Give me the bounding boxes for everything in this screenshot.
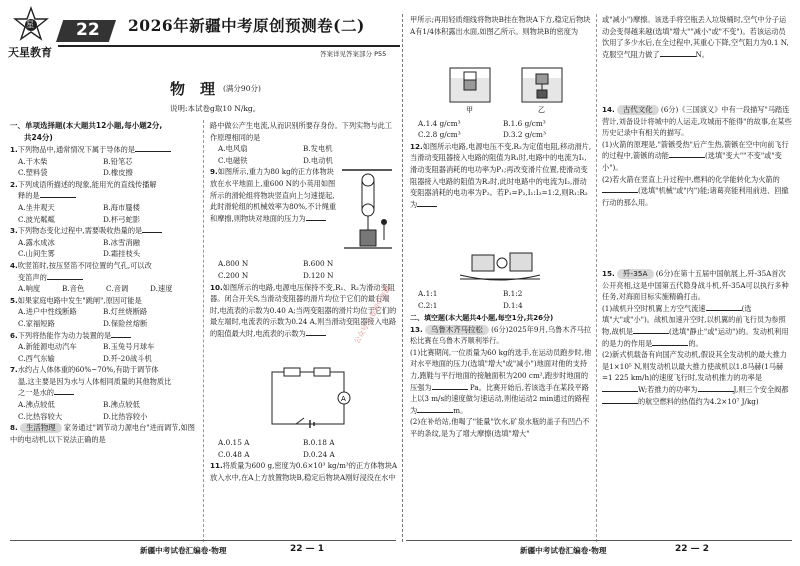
q8-continued: 路中做公产生电流,从而识别所要存身份。下列实物与此工作原理相同的是 [210, 121, 392, 142]
option: D.1:4 [503, 300, 523, 310]
option: B.1.6 g/cm³ [503, 118, 546, 128]
title-rule [58, 45, 400, 47]
column-divider [203, 120, 204, 542]
option: C.200 N [218, 270, 249, 280]
footer-left-page: 22 — 1 [290, 544, 325, 554]
option: A.响度 [18, 284, 41, 294]
option: A.1:1 [418, 289, 438, 299]
q13-continued: 或"减小")摩擦。该选手将空瓶丢入垃圾桶时,空气中分子运动会变得越来越(选填"增大""减小"或"不变")。若该运动员饮用了多少水后,在全过程中,其重心下降,空气阻力为0.1 N,克服空气阻力做了 N。 [602, 15, 789, 59]
option: B.铅笔芯 [103, 156, 133, 166]
option: D.橡皮擦 [103, 168, 133, 178]
footer-rule-left [10, 540, 396, 541]
device-figure [410, 245, 592, 285]
question-9: 9.如图所示,重力为80 kg的正方体物块放在水平地面上,重600 N的小英用如图所示的滑轮组将物块竖直向上匀速提起,此时滑轮组的机械效率为80%,不计绳重和摩擦,则物块对地面的压力为 [210, 166, 398, 258]
column-divider-2 [596, 14, 597, 542]
question-14: 14. 古代文化 (6分)《三国演义》中有一段描写"马踏连营计,刘备设计将城中的人运走,攻城而不能得"的故事,在某些历史记录中有相关的描写。 (1)火箭的原理是,"箭镞受热"后产生热,箭镞在空中向前飞行的过程中,箭镞的动能 (选填"变大""不变"或"变小")。 (2)若火箭在竖直上升过程中,燃料的化学能转化为火箭的(选填"机械"或"内")能;诸葛亮能利用前进、回撤行动的那么用。 [602, 105, 792, 207]
option: D.0.24 A [303, 449, 335, 459]
option: B.600 N [303, 259, 334, 269]
option: B.冰雪消融 [103, 237, 140, 247]
option: D.3.2 g/cm³ [503, 130, 546, 140]
footer-left-text: 新疆中考试卷汇编卷·物理 [140, 546, 227, 555]
option: D.杯弓蛇影 [103, 214, 141, 224]
section-1-title: 一、单项选择题(本大题共12小题,每小题2分, [10, 121, 163, 130]
option: C.西气东输 [18, 353, 55, 363]
tag-marathon: 乌鲁木齐马拉松 [425, 325, 489, 335]
tag-j35a: 歼-35A [617, 269, 654, 279]
column-1 [10, 120, 200, 458]
question-8: 8. 生活物理 家务通过"调节动力源电台"进而调节,如图中的电动机,以下说法正确的是 [10, 423, 195, 444]
option: D.霜挂枝头 [103, 249, 141, 259]
option: A.1.4 g/cm³ [418, 118, 461, 128]
tag-life-physics: 生活物理 [20, 423, 62, 433]
option: B.1:2 [503, 289, 523, 299]
option: B.沸点较低 [103, 400, 140, 410]
option: B.灯丝烧断路 [103, 307, 148, 317]
question-15: 15. 歼-35A (6分)在第十五届中国航展上,歼-35A首次公开亮相,这是中国第五代隐身战斗机,歼-35A可以执行多种任务,对海面目标实施精确打击。 (1)战机升空时机翼上方空气流速 (选填"大"或"小")。战机加速升空时,以机翼的前飞行员为参照物,战机是 (选填"静止"或"运动")的。发动机利用的是力的作用是 的。 (2)新式机载备有向国产发动机,假设其全发动机的最大推力是1×10⁵ N,则发动机以最大推力使战机以1.8马赫(1马赫=1 225 km/h)的速度飞行时,发动机推力的功率是W;若推力的功率为 J,则三个安全阀都的航空燃料的热值约为4.2×10⁷ J/kg) [602, 269, 789, 406]
option: A.沸点较低 [18, 400, 55, 410]
question-4: 4.吹竖笛时,按压竖笛不同位置的气孔,可以改 变笛声的 A.响度 B.音色 C.音调 D.速度 [10, 260, 173, 294]
question-13: 13. 乌鲁木齐马拉松 (6分)2025年9月,乌鲁木齐马拉松比赛在乌鲁木齐顺利举行。 (1)比赛期间,一位质量为60 kg的选手,在运动员跑步时,他对水平地面的压力(选填"增大"或"减小")地面对他的支持力,跑鞋与平行地面的接触面积为200 cm²,跑步时地面的压强为 Pa。比赛开始后,若该选手在某段平路上以3 m/s的速度做匀速运动,则他运动2 min通过的路程为 m。 (2)在补给站,他喝了"能量"饮水,矿泉水瓶的盖子有凹凸不平的条纹,是为了增大摩擦(选填"增大" [410, 324, 592, 438]
question-7: 7.水约占人体体重的60%~70%,有助于调节体 温,这主要是因为水与人体相同质量的其他物质比 之一是水的 A.沸点较低 B.沸点较低 C.比热容较大 D.比热容较小 [10, 365, 172, 421]
question-12: 12.如图所示电路,电源电压不变,R₂为定值电阻,移动滑片,当滑动变阻器接入电路的阻值为R₁时,电路中的电流为I₁,滑动变阻器消耗的电功率为P₁;再改变滑片位置,使滑动变阻器接入电路的阻值为R₂时,此时电路中的电流为I₂,滑动变阻器消耗的电功率为P₂。若P₁=P₂,I₁:I₂=1:2,则R₁:R₂为 [410, 141, 592, 209]
fig-label-b: 乙 [538, 106, 545, 114]
option: C.2.8 g/cm³ [418, 130, 461, 140]
option: B.音色 [62, 284, 85, 294]
tag-ancient-culture: 古代文化 [617, 105, 659, 115]
option: A.新能源电动汽车 [18, 342, 77, 352]
option: C.波光粼粼 [18, 214, 55, 224]
subject-name: 物 理 [170, 80, 216, 98]
option: A.露水成冰 [18, 237, 55, 247]
column-3 [410, 14, 592, 482]
page-title: 2026年新疆中考原创预测卷(二) [128, 16, 365, 35]
option: C.家福短路 [18, 318, 55, 328]
full-score: (满分90分) [223, 84, 261, 93]
logo [12, 6, 50, 44]
option: B.发电机 [303, 144, 333, 154]
column-4 [602, 14, 792, 502]
option: B.海市蜃楼 [103, 202, 140, 212]
option: A.干木柴 [18, 156, 48, 166]
section-2-title: 二、填空题(本大题共4小题,每空1分,共26分) [410, 313, 554, 322]
option: A.800 N [218, 259, 249, 269]
badge-number: 22 [76, 20, 100, 40]
footer-right-page: 22 — 2 [675, 544, 710, 554]
option: C.塑料袋 [18, 168, 48, 178]
option: D.比热容较小 [103, 411, 148, 421]
option: D.保险丝熔断 [103, 318, 148, 328]
option: C.0.48 A [218, 449, 250, 459]
question-5: 5.如果家庭电路中发生"跳闸",原因可能是 A.进户中性线断路 B.灯丝烧断路 C.家福短路 D.保险丝熔断 [10, 295, 148, 328]
exam-note: 说明:本试卷g取10 N/kg。 [170, 104, 261, 113]
option: D.歼-20战斗机 [103, 353, 152, 363]
logo-mark: 星 [26, 20, 34, 29]
option: C.山间生雾 [18, 249, 55, 259]
option: D.电动机 [303, 155, 333, 165]
question-6: 6.下列将热能作为动力装置的是 A.新能源电动汽车 B.玉兔号月球车 C.西气东输 D.歼-20战斗机 [10, 330, 155, 363]
logo-text: 天星教育 [8, 46, 52, 59]
circuit-figure [210, 364, 398, 434]
option: A.电风扇 [218, 144, 248, 154]
question-1: 1.下列物品中,通常情况下属于导体的是 A.干木柴 B.铅笔芯 C.塑料袋 D.橡皮擦 [10, 144, 200, 179]
footer-rule-right [406, 540, 792, 541]
option: B.0.18 A [303, 438, 335, 448]
pulley-figure [338, 166, 396, 258]
watermark: 公众号:小卷初中资源 [352, 284, 393, 346]
fig-label-a: 甲 [466, 106, 473, 114]
option: C.比热容较大 [18, 411, 63, 421]
option: A.进户中性线断路 [18, 307, 77, 317]
center-fold [402, 14, 403, 542]
question-11: 11.将质量为600 g,密度为0.6×10³ kg/m³的正方体物块A放入水中,在A上方放置物块B,稳定后物块A刚好浸没在水中 [210, 461, 398, 482]
option: A.0.15 A [218, 438, 250, 448]
option: D.120 N [303, 270, 334, 280]
option: C.电磁铁 [218, 155, 248, 165]
section-1-title-cont: 共24分) [24, 133, 53, 142]
svg-text:A: A [341, 394, 346, 403]
option: A.坐井观天 [18, 202, 55, 212]
option: B.玉兔号月球车 [103, 342, 155, 352]
option: D.速度 [150, 284, 173, 294]
option: C.音调 [106, 284, 129, 294]
answer-ref: 答案详见答案部分 P55 [320, 50, 387, 58]
footer-right-text: 新疆中考试卷汇编卷·物理 [520, 546, 607, 555]
question-10: 10.如图所示的电路,电源电压保持不变,R₁、R₂为滑动变阻器。闭合开关S,当滑动变阻器的滑片均位于它们的最右端时,电流表的示数为0.40 A;当两变阻器的滑片均位于它们的最左端时,电流表的示数为0.24 A,则当滑动变阻器接入电路的阻值最大时,电流表的示数为 [210, 282, 397, 338]
q11-continued: 甲所示;再用轻质细线将物块B挂在物块A下方,稳定后物块A有1/4体积露出水面,如图乙所示。则物块B的密度为 [410, 15, 591, 36]
option: C.2:1 [418, 300, 438, 310]
question-3: 3.下列物态变化过程中,需要吸收热量的是 A.露水成冰 B.冰雪消融 C.山间生雾 D.霜挂枝头 [10, 225, 200, 260]
beaker-figure [410, 60, 592, 114]
question-2: 2.下列成语所描述的现象,能用光的直线传播解 释的是 A.坐井观天 B.海市蜃楼 C.波光粼粼 D.杯弓蛇影 [10, 179, 157, 224]
